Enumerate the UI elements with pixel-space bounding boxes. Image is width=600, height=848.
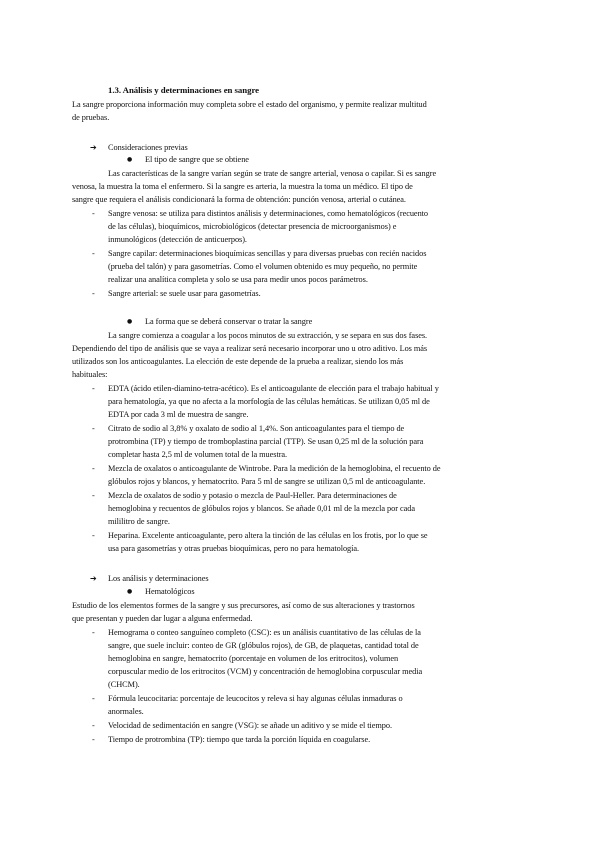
dash-bullet: - <box>92 249 95 258</box>
dot-bullet-icon: ● <box>127 318 133 325</box>
list-item-line: Tiempo de protrombina (TP): tiempo que tarda la porción líquida en coagularse. <box>108 735 371 744</box>
subheading-tipo: El tipo de sangre que se obtiene <box>145 155 249 164</box>
list-item-line: para hematología, ya que no afecta a la morfología de las células hemáticas. Se utilizan 0,05 ml de <box>108 397 430 406</box>
intro-line: de pruebas. <box>72 113 110 122</box>
paragraph-line: sangre que requiera el análisis condicionará la forma de obtención: punción venosa, arterial o cutánea. <box>72 195 406 204</box>
list-item-line: (CHCM). <box>108 680 140 689</box>
list-item-line: Hemograma o conteo sanguíneo completo (CSC): es un análisis cuantitativo de las células de la <box>108 628 421 637</box>
dash-bullet: - <box>92 464 95 473</box>
section-title: 1.3. Análisis y determinaciones en sangre <box>108 85 260 95</box>
paragraph-line: venosa, la muestra la toma el enfermero. Si la sangre es arteria, la muestra la toma un médico. El tipo de <box>72 182 413 191</box>
dash-bullet: - <box>92 628 95 637</box>
arrow-bullet-icon: ➔ <box>90 143 97 152</box>
list-item-line: completar hasta 2,5 ml de volumen total de la muestra. <box>108 450 288 459</box>
dash-bullet: - <box>92 735 95 744</box>
list-item-line: (prueba del talón) y para gasometrías. Como el volumen obtenido es muy pequeño, no permite <box>108 262 418 271</box>
dash-bullet: - <box>92 491 95 500</box>
list-item-line: corpuscular medio de los eritrocitos (VCM) y concentración de hemoglobina corpuscular media <box>108 667 423 676</box>
dash-bullet: - <box>92 209 95 218</box>
heading-consideraciones: Consideraciones previas <box>108 143 188 152</box>
dash-bullet: - <box>92 721 95 730</box>
list-item-line: Sangre capilar: determinaciones bioquímicas sencillas y para diversas pruebas con recién nacidos <box>108 249 427 258</box>
list-item-line: de las células), bioquímicos, microbiológicos (detectar presencia de microorganismos) e <box>108 222 397 231</box>
dash-bullet: - <box>92 424 95 433</box>
list-item-line: Sangre arterial: se suele usar para gasometrías. <box>108 289 261 298</box>
list-item-line: Sangre venosa: se utiliza para distintos análisis y determinaciones, como hematológicos (recuento <box>108 209 429 218</box>
subheading-forma: La forma que se deberá conservar o tratar la sangre <box>145 317 313 326</box>
paragraph-line: Las características de la sangre varían según se trate de sangre arterial, venosa o capilar. Si es sangre <box>108 169 437 178</box>
arrow-bullet-icon: ➔ <box>90 574 97 583</box>
list-item-line: Mezcla de oxalatos de sodio y potasio o mezcla de Paul-Heller. Para determinaciones de <box>108 491 397 500</box>
subheading-hematologicos: Hematológicos <box>145 587 195 596</box>
list-item-line: Heparina. Excelente anticoagulante, pero altera la tinción de las células en los frotis, por lo que se <box>108 531 428 540</box>
intro-line: La sangre proporciona información muy completa sobre el estado del organismo, y permite realizar multitud <box>72 100 427 109</box>
paragraph-line: La sangre comienza a coagular a los pocos minutos de su extracción, y se separa en sus dos fases. <box>108 331 428 340</box>
list-item-line: EDTA (ácido etilen-diamino-tetra-acético). Es el anticoagulante de elección para el trabajo habitual y <box>108 384 439 393</box>
dash-bullet: - <box>92 531 95 540</box>
list-item-line: hemoglobina y recuentos de glóbulos rojos y blancos. Se añade 0,01 ml de la mezcla por cada <box>108 504 415 513</box>
list-item-line: Citrato de sodio al 3,8% y oxalato de sodio al 1,4%. Son anticoagulantes para el tiempo de <box>108 424 405 433</box>
list-item-line: realizar una analítica completa y solo se usa para medir unos pocos parámetros. <box>108 275 368 284</box>
list-item-line: sangre, que suele incluir: conteo de GR (glóbulos rojos), de GB, de plaquetas, cantidad total de <box>108 641 419 650</box>
list-item-line: Fórmula leucocitaria: porcentaje de leucocitos y releva si hay algunas células inmaduras o <box>108 694 403 703</box>
paragraph-line: utilizados son los anticoagulantes. La elección de este depende de la prueba a realizar, siendo los más <box>72 357 404 366</box>
dash-bullet: - <box>92 289 95 298</box>
paragraph-line: Estudio de los elementos formes de la sangre y sus precursores, así como de sus alteraciones y trastornos <box>72 601 415 610</box>
dash-bullet: - <box>92 384 95 393</box>
list-item-line: inmunológicos (detección de anticuerpos). <box>108 235 247 244</box>
list-item-line: mililitro de sangre. <box>108 517 170 526</box>
paragraph-line: habituales: <box>72 370 108 379</box>
heading-analisis: Los análisis y determinaciones <box>108 574 209 583</box>
paragraph-line: que presentan y pueden dar lugar a alguna enfermedad. <box>72 614 253 623</box>
list-item-line: glóbulos rojos y blancos, y hematocrito. Para 5 ml de sangre se utilizan 0,5 ml de anticoagulante. <box>108 477 426 486</box>
paragraph-line: Dependiendo del tipo de análisis que se vaya a realizar será necesario incorporar uno u otro aditivo. Los más <box>72 344 428 353</box>
list-item-line: protrombina (TP) y tiempo de tromboplastina parcial (TTP). Se usan 0,25 ml de la solución para <box>108 437 424 446</box>
list-item-line: usa para gasometrías y otras pruebas bioquímicas, pero no para hematología. <box>108 544 360 553</box>
list-item-line: hemoglobina en sangre, hematocrito (porcentaje en volumen de los eritrocitos), volumen <box>108 654 399 663</box>
list-item-line: Velocidad de sedimentación en sangre (VSG): se añade un aditivo y se mide el tiempo. <box>108 721 393 730</box>
dot-bullet-icon: ● <box>127 588 133 595</box>
list-item-line: Mezcla de oxalatos o anticoagulante de Wintrobe. Para la medición de la hemoglobina, el recuento de <box>108 464 441 473</box>
dash-bullet: - <box>92 694 95 703</box>
list-item-line: anormales. <box>108 707 144 716</box>
dot-bullet-icon: ● <box>127 156 133 163</box>
list-item-line: EDTA por cada 3 ml de muestra de sangre. <box>108 410 249 419</box>
